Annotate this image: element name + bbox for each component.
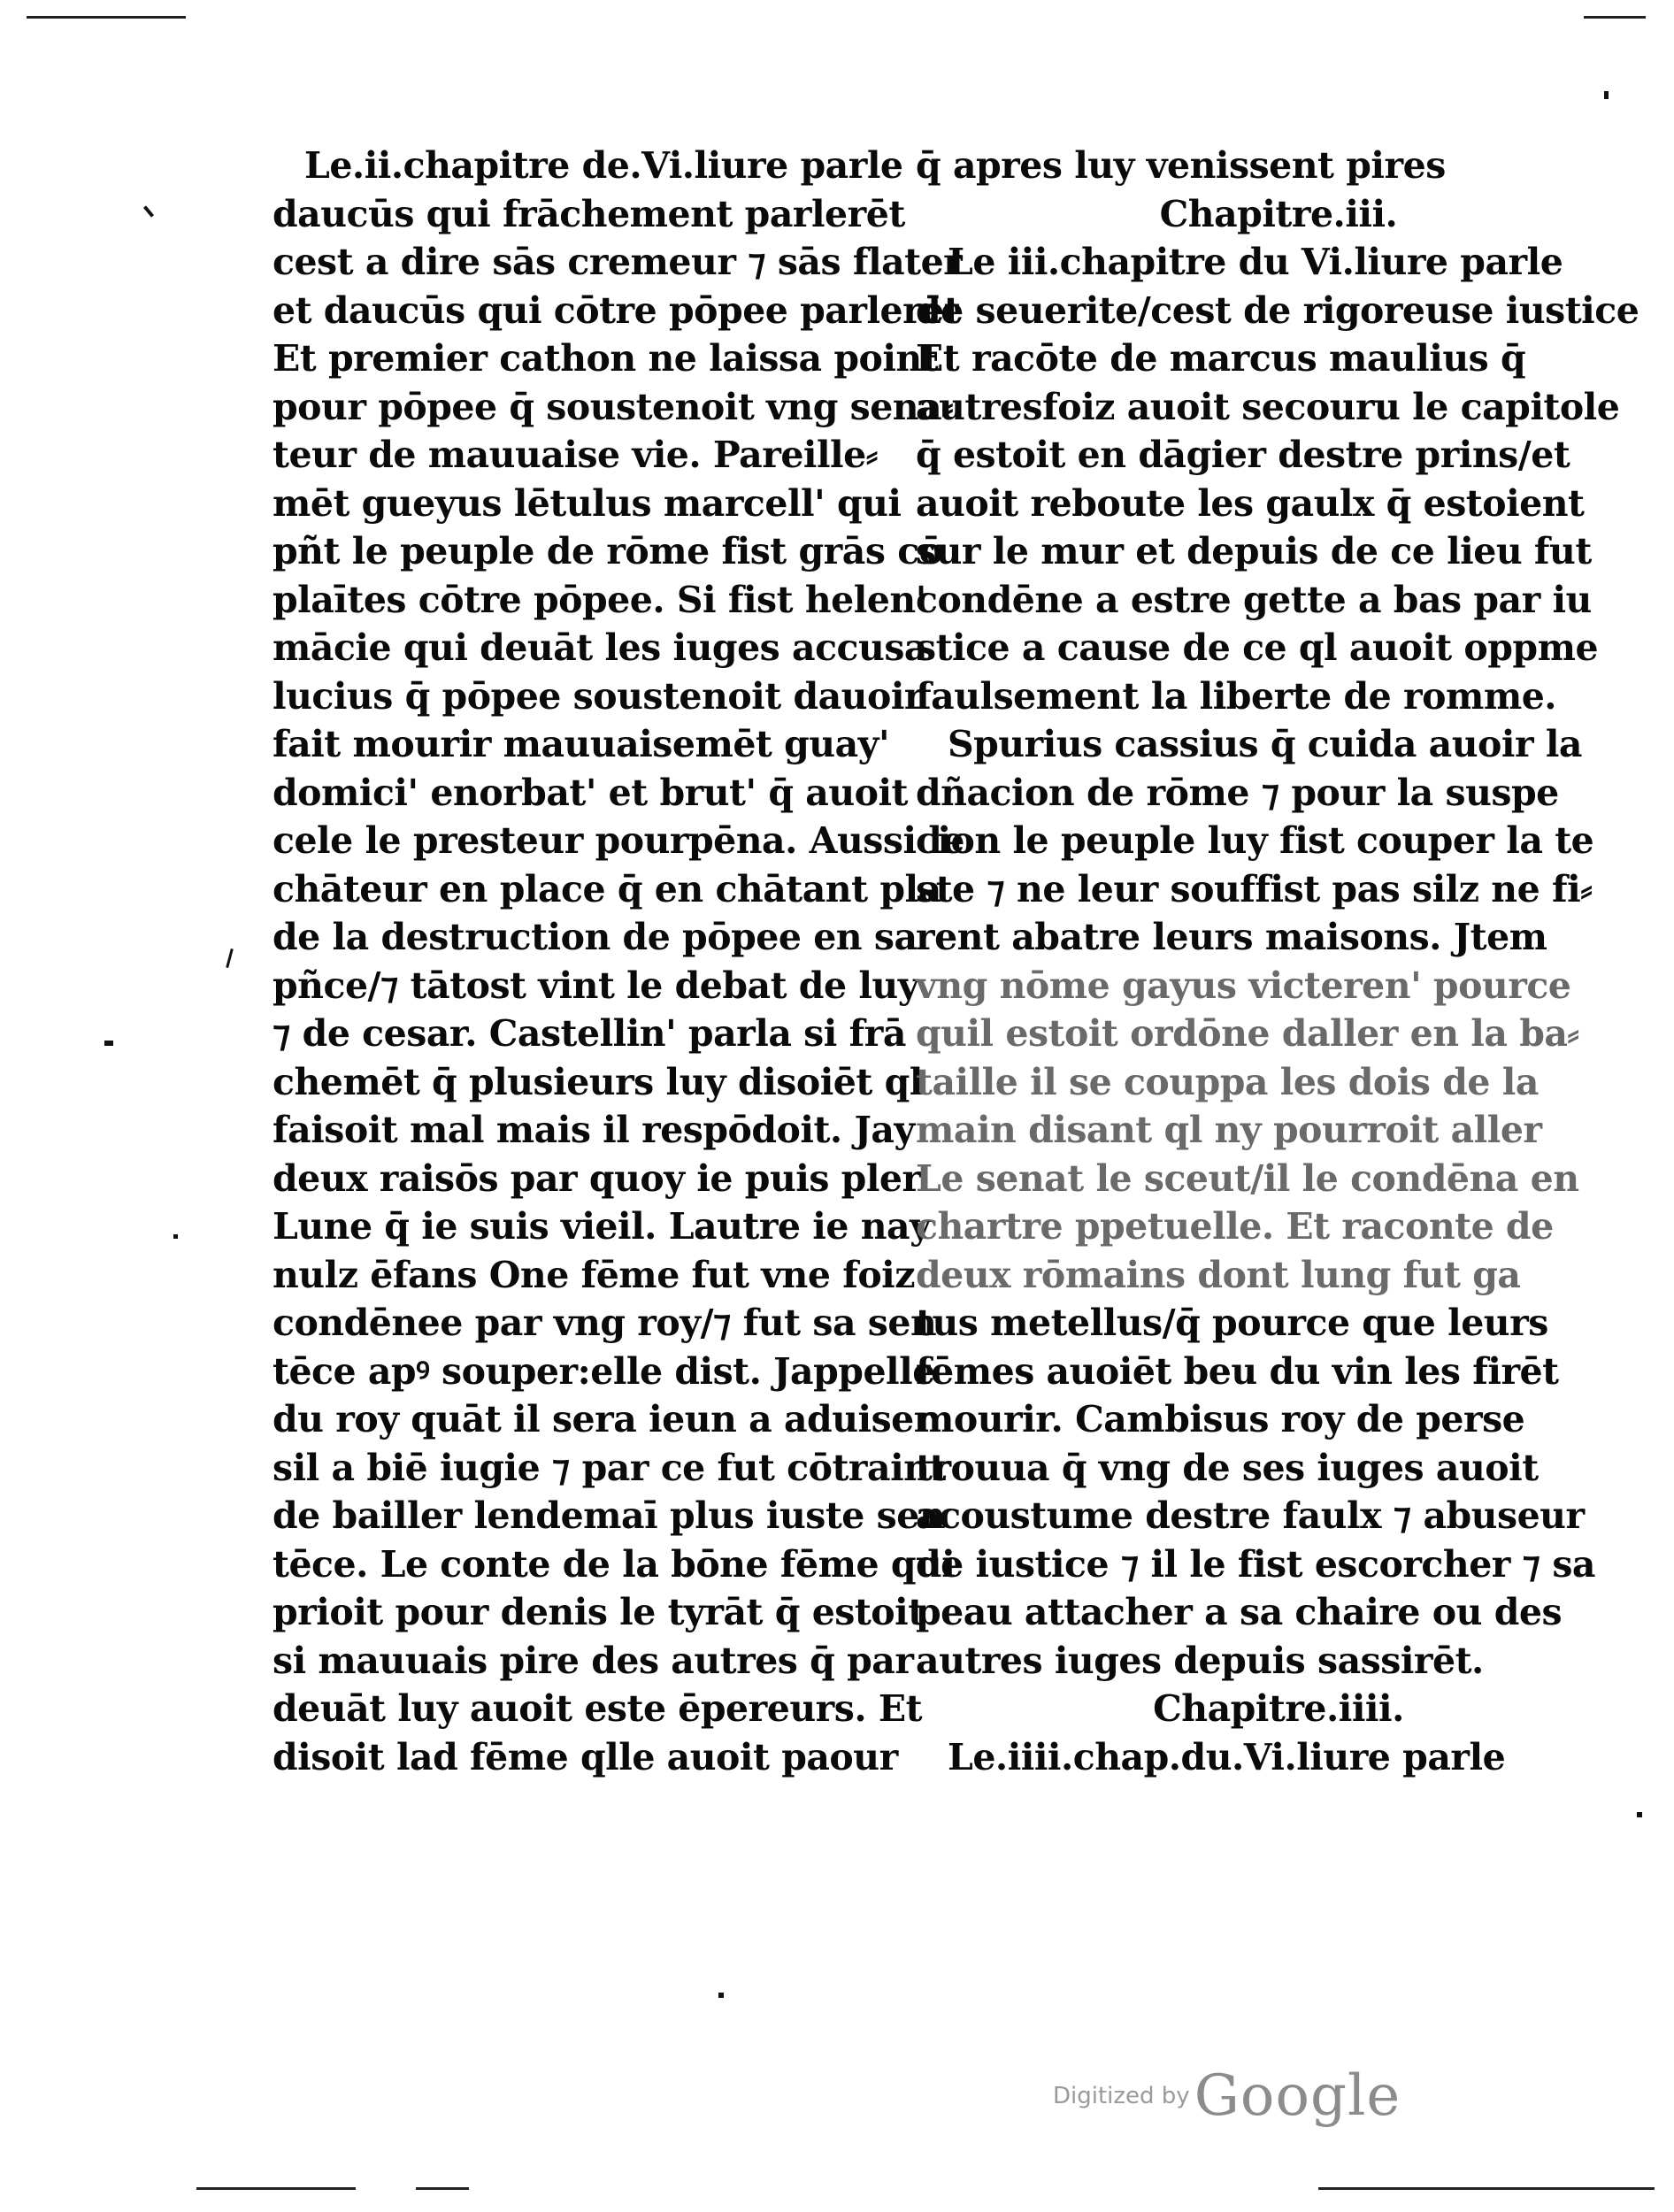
text-line: Le iii.chapitre du Vi.liure parle — [948, 241, 1563, 283]
digitized-by-watermark — [1053, 2063, 1401, 2129]
top-edge-rule-right — [1584, 16, 1646, 19]
text-line: Le.ii.chapitre de.Vi.liure parle — [304, 144, 903, 187]
right-text-column — [916, 142, 1639, 1781]
text-line: trouua q̄ vng de ses iuges auoit — [916, 1446, 1539, 1489]
text-line: faulsement la liberte de romme. — [916, 674, 1557, 718]
text-line: cion le peuple luy fist couper la te — [916, 819, 1594, 862]
text-line: cest a dire sās cremeur ⁊ sās flater — [273, 241, 963, 283]
text-line: Et premier cathon ne laissa point — [273, 337, 939, 380]
text-line: disoit lad fēme qlle auoit paour — [273, 1735, 898, 1778]
margin-mark — [1637, 1812, 1642, 1817]
text-line: ste ⁊ ne leur souffist pas silz ne fi⸗ — [916, 867, 1593, 910]
google-logo: Google — [1194, 2063, 1401, 2129]
bottom-edge-rule-right — [1318, 2187, 1655, 2190]
text-line: auoit reboute les gaulx q̄ estoient — [916, 481, 1585, 525]
text-line: prioit pour denis le tyrāt q̄ estoit — [273, 1591, 925, 1633]
top-edge-rule — [27, 16, 186, 19]
text-line: chāteur en place q̄ en chātant pla — [273, 867, 941, 910]
text-line: cele le presteur pourpēna. Aussi le — [273, 819, 964, 862]
text-line: autres iuges depuis sassirēt. — [916, 1639, 1484, 1682]
margin-mark — [104, 1041, 113, 1046]
bottom-edge-rule-mid — [416, 2187, 469, 2190]
text-line: et daucūs qui cōtre pōpee parlerēt — [273, 288, 961, 332]
text-line: plaītes cōtre pōpee. Si fist helen' — [273, 578, 926, 621]
text-line: tēce apꝰ souper:elle dist. Jappelle — [273, 1349, 935, 1393]
text-line: mācie qui deuāt les iuges accusa — [273, 626, 927, 669]
text-line: teur de mauuaise vie. Pareille⸗ — [273, 434, 878, 476]
text-line: dñacion de rōme ⁊ pour la suspe — [916, 771, 1559, 814]
margin-mark — [226, 949, 234, 968]
text-line: chemēt q̄ plusieurs luy disoiēt ql — [273, 1060, 923, 1103]
text-line: rent abatre leurs maisons. Jtem — [916, 916, 1547, 958]
text-line: lucius q̄ pōpee soustenoit dauoir — [273, 674, 924, 718]
text-line: deuāt luy auoit este ēpereurs. Et — [273, 1687, 923, 1730]
margin-mark — [718, 1993, 724, 1998]
text-line: q̄ apres luy venissent pires — [916, 144, 1446, 187]
text-line: domici' enorbat' et brut' q̄ auoit — [273, 771, 908, 814]
text-line-faded: deux rōmains dont lung fut ga — [916, 1253, 1521, 1296]
bottom-edge-rule — [196, 2187, 356, 2190]
text-line: peau attacher a sa chaire ou des — [916, 1591, 1563, 1633]
text-line: Spurius cassius q̄ cuida auoir la — [948, 723, 1582, 765]
text-line: de bailler lendemaī plus iuste sen — [273, 1494, 946, 1537]
text-line: de seuerite/cest de rigoreuse iustice — [916, 288, 1639, 332]
margin-mark — [173, 1234, 178, 1239]
text-line: du roy quāt il sera ieun a aduiser — [273, 1398, 933, 1440]
text-line-faded: taille il se couppa les dois de la — [916, 1060, 1539, 1103]
text-line: autresfoiz auoit secouru le capitole — [916, 385, 1620, 428]
text-line: mēt gueyus lētulus marcell' qui — [273, 481, 902, 525]
text-line: tus metellus/q̄ pource que leurs — [916, 1302, 1548, 1344]
margin-mark — [1604, 91, 1609, 99]
left-text-column — [273, 142, 964, 1781]
text-line-faded: quil estoit ordōne daller en la ba⸗ — [916, 1012, 1579, 1055]
text-line: stice a cause de ce ql auoit oppme — [916, 626, 1599, 669]
text-line: pñt le peuple de rōme fist grās cō — [273, 530, 943, 572]
text-line: q̄ estoit en dāgier destre prins/et — [916, 434, 1570, 476]
text-line: faisoit mal mais il respōdoit. Jay — [273, 1109, 915, 1151]
text-line: nulz ēfans One fēme fut vne foiz — [273, 1253, 916, 1296]
text-line-faded: chartre ppetuelle. Et raconte de — [916, 1205, 1554, 1248]
text-line: mourir. Cambisus roy de perse — [916, 1398, 1525, 1440]
margin-mark — [143, 205, 154, 217]
chapter-heading: Chapitre.iiii. — [1153, 1687, 1404, 1730]
text-line: Le.iiii.chap.du.Vi.liure parle — [948, 1735, 1506, 1778]
text-line: fēmes auoiēt beu du vin les firēt — [916, 1349, 1559, 1393]
text-line: de la destruction de pōpee en sa — [273, 916, 918, 958]
text-line: daucūs qui frāchement parlerēt — [273, 192, 905, 235]
text-line-faded: main disant ql ny pourroit aller — [916, 1109, 1542, 1151]
digitized-by-label: Digitized by — [1053, 2083, 1190, 2109]
text-line-faded: Le senat le sceut/il le condēna en — [916, 1156, 1579, 1200]
text-line: tēce. Le conte de la bōne fēme qui — [273, 1542, 956, 1586]
text-line: condēne a estre gette a bas par iu — [916, 578, 1592, 621]
text-line: si mauuais pire des autres q̄ par — [273, 1639, 914, 1682]
text-line: sil a biē iugie ⁊ par ce fut cōtraint — [273, 1446, 946, 1489]
text-line: ⁊ de cesar. Castellin' parla si frā — [273, 1012, 906, 1055]
chapter-heading: Chapitre.iii. — [1159, 192, 1398, 235]
text-line: sur le mur et depuis de ce lieu fut — [916, 530, 1592, 572]
text-line: pour pōpee q̄ soustenoit vng sena⸗ — [273, 385, 954, 428]
text-line: Lune q̄ ie suis vieil. Lautre ie nay — [273, 1205, 931, 1248]
text-line: pñce/⁊ tātost vint le debat de luy — [273, 964, 919, 1007]
text-line: condēnee par vng roy/⁊ fut sa sen — [273, 1302, 937, 1344]
text-line: acoustume destre faulx ⁊ abuseur — [916, 1494, 1585, 1537]
text-line: de iustice ⁊ il le fist escorcher ⁊ sa — [916, 1542, 1595, 1586]
text-line: fait mourir mauuaisemēt guay' — [273, 723, 890, 765]
text-line: Et racōte de marcus maulius q̄ — [916, 337, 1526, 380]
text-line-faded: vng nōme gayus victeren' pource — [916, 964, 1571, 1007]
text-line: deux raisōs par quoy ie puis pler — [273, 1156, 921, 1200]
